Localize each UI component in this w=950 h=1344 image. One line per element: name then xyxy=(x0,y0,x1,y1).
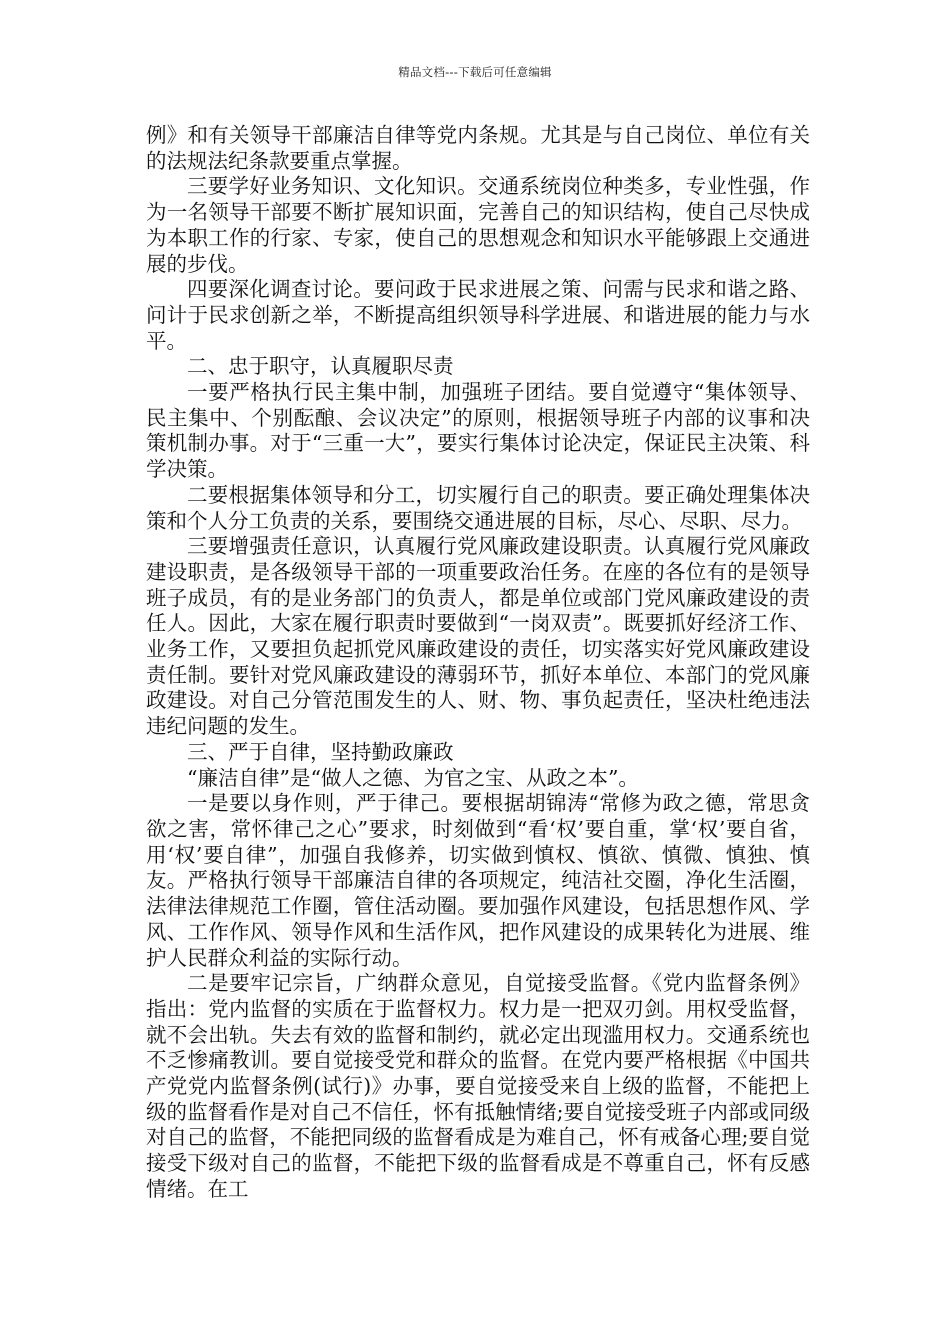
section-heading-2: 二、忠于职守，认真履职尽责 xyxy=(187,354,454,379)
page-header: 精品文档---下载后可任意编辑 xyxy=(398,65,552,79)
paragraph-accept-supervision: 二是要牢记宗旨，广纳群众意见，自觉接受监督。《党内监督条例》指出：党内监督的实质在于监督权力。权力是一把双刃剑。用权受监督，就不会出轨。失去有效的监督和制约，就必定出现滥用权力。交通系统也不乏惨痛教训。要自觉接受党和群众的监督。在党内要严格根据《中国共产党党内监督条例(试行)》办事，要自觉接受来自上级的监督，不能把上级的监督看作是对自己不信任，怀有抵触情绪;要自觉接受班子内部或同级对自己的监督，不能把同级的监督看成是为难自己，怀有戒备心理;要自觉接受下级对自己的监督，不能把下级的监督看成是不尊重自己，怀有反感情绪。在工 xyxy=(146,971,810,1201)
paragraph-democratic-centralism: 一要严格执行民主集中制，加强班子团结。要自觉遵守“集体领导、民主集中、个别酝酿、会议决定”的原则，根据领导班子内部的议事和决策机制办事。对于“三重一大”，要实行集体讨论决定，保证民主决策、科学决策。 xyxy=(146,380,810,482)
document-body xyxy=(146,123,810,1203)
paragraph-self-discipline-quote: “廉洁自律”是“做人之德、为官之宝、从政之本”。 xyxy=(187,765,639,790)
paragraph-responsibility: 三要增强责任意识，认真履行党风廉政建设职责。认真履行党风廉政建设职责，是各级领导干部的一项重要政治任务。在座的各位有的是领导班子成员，有的是业务部门的负责人，都是单位或部门党风廉政建设的责任人。因此，大家在履行职责时要做到“一岗双责”。既要抓好经济工作、业务工作，又要担负起抓党风廉政建设的责任，切实落实好党风廉政建设责任制。要针对党风廉政建设的薄弱环节，抓好本单位、本部门的党风廉政建设。对自己分管范围发生的人、财、物、事负起责任，坚决杜绝违法违纪问题的发生。 xyxy=(146,534,810,739)
paragraph-division-of-duties: 二要根据集体领导和分工，切实履行自己的职责。要正确处理集体决策和个人分工负责的关系，要围绕交通进展的目标，尽心、尽职、尽力。 xyxy=(146,482,810,533)
section-heading-3: 三、严于自律，坚持勤政廉政 xyxy=(187,739,454,764)
paragraph-study-knowledge: 三要学好业务知识、文化知识。交通系统岗位种类多，专业性强，作为一名领导干部要不断扩展知识面，完善自己的知识结构，使自己尽快成为本职工作的行家、专家，使自己的思想观念和知识水平能够跟上交通进展的步伐。 xyxy=(146,174,810,276)
paragraph-investigation: 四要深化调查讨论。要问政于民求进展之策、问需与民求和谐之路、问计于民求创新之举，不断提高组织领导科学进展、和谐进展的能力与水平。 xyxy=(146,277,810,353)
paragraph-lead-by-example: 一是要以身作则，严于律己。要根据胡锦涛“常修为政之德，常思贪欲之害，常怀律己之心”要求，时刻做到“看‘权’要自重，掌‘权’要自省，用‘权’要自律”，加强自我修养，切实做到慎权、慎欲、慎微、慎独、慎友。严格执行领导干部廉洁自律的各项规定，纯洁社交圈，净化生活圈，法律法律规范工作圈，管住活动圈。要加强作风建设，包括思想作风、学风、工作作风、领导作风和生活作风，把作风建设的成果转化为进展、维护人民群众利益的实际行动。 xyxy=(146,791,810,970)
paragraph-continuation: 例》和有关领导干部廉洁自律等党内条规。尤其是与自己岗位、单位有关的法规法纪条款要重点掌握。 xyxy=(146,123,810,173)
